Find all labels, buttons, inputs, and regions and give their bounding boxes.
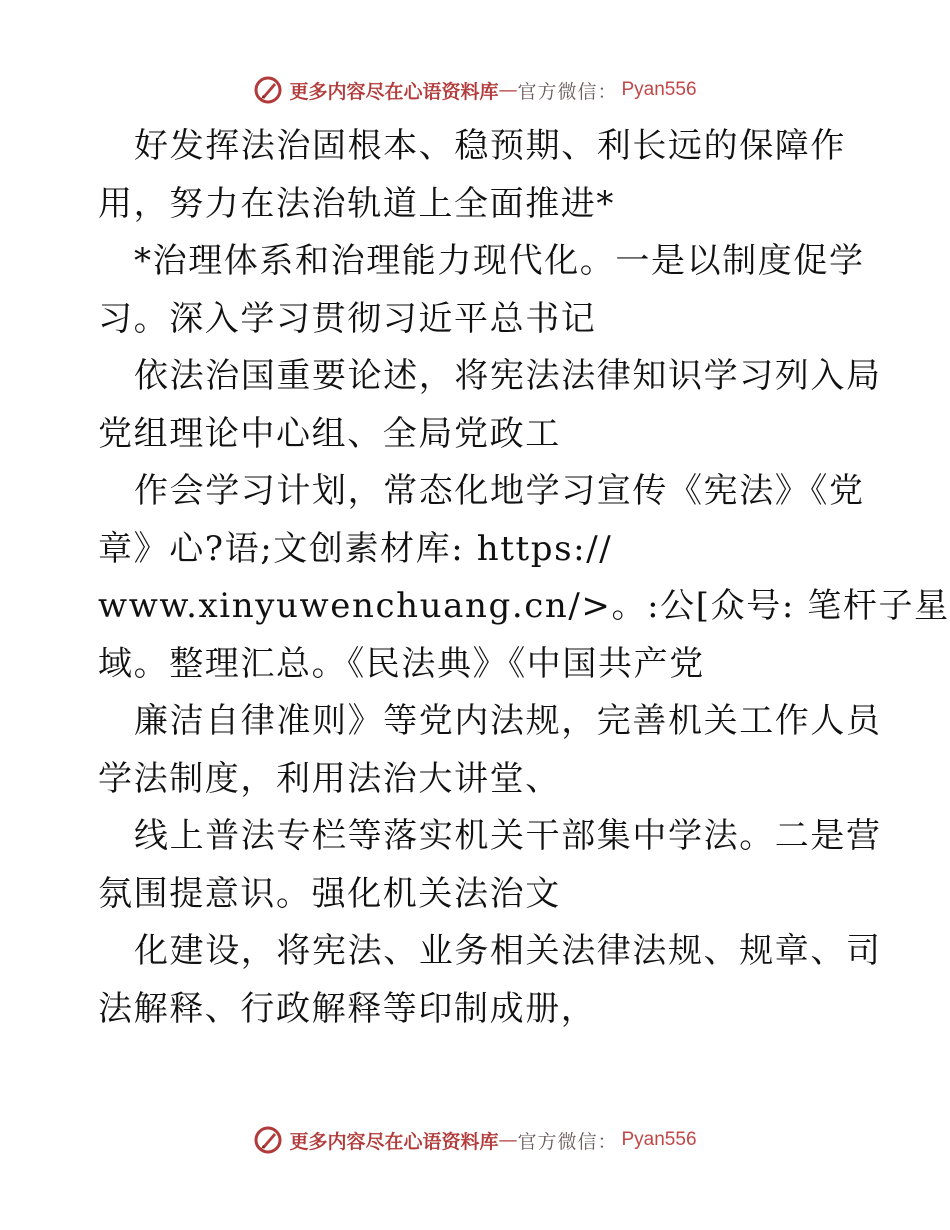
banner-wechat-label: 官方微信： bbox=[517, 80, 618, 103]
body-line-16: 法解释、行政解释等印制成册， bbox=[98, 988, 597, 1029]
body-line-11: 廉洁自律准则》等党内法规，完善机关工作人员 bbox=[134, 701, 882, 741]
banner-site-text: 更多内容尽在心语资料库 bbox=[289, 1130, 499, 1153]
body-line-12: 学法制度，利用法治大讲堂、 bbox=[98, 758, 561, 799]
banner-wechat-id: Pyan556 bbox=[621, 79, 697, 100]
body-line-6: 党组理论中心组、全局党政工 bbox=[98, 413, 561, 454]
header-banner bbox=[0, 70, 950, 110]
body-line-1: 好发挥法治固根本、稳预期、利长远的保障作 bbox=[134, 126, 846, 166]
body-line-4: 习。深入学习贯彻习近平总书记 bbox=[98, 298, 597, 339]
body-line-9: www.xinyuwenchuang.cn/>。:公[众号: 笔杆子星 bbox=[98, 586, 950, 626]
quill-logo-icon bbox=[253, 1125, 283, 1155]
body-line-8: 章》心?语;文创素材库: https:// bbox=[98, 528, 613, 569]
banner-dash: — bbox=[498, 1129, 518, 1151]
banner-site-text: 更多内容尽在心语资料库 bbox=[289, 80, 499, 103]
body-line-7: 作会学习计划，常态化地学习宣传《宪法》《党 bbox=[134, 471, 865, 511]
footer-banner bbox=[0, 1120, 950, 1160]
body-line-5: 依法治国重要论述，将宪法法律知识学习列入局 bbox=[134, 356, 882, 396]
document-body bbox=[98, 118, 950, 1038]
banner-wechat-label: 官方微信： bbox=[517, 1130, 618, 1153]
body-line-3: *治理体系和治理能力现代化。一是以制度促学 bbox=[134, 241, 865, 281]
body-line-10: 域。整理汇总。《民法典》《中国共产党 bbox=[98, 643, 705, 684]
quill-logo-icon bbox=[253, 75, 283, 105]
body-line-14: 氛围提意识。强化机关法治文 bbox=[98, 873, 561, 914]
body-line-15: 化建设，将宪法、业务相关法律法规、规章、司 bbox=[134, 931, 882, 971]
banner-wechat-id: Pyan556 bbox=[621, 1129, 697, 1150]
body-line-2: 用，努力在法治轨道上全面推进* bbox=[98, 183, 615, 224]
body-line-13: 线上普法专栏等落实机关干部集中学法。二是营 bbox=[134, 816, 882, 856]
banner-dash: — bbox=[498, 79, 518, 101]
